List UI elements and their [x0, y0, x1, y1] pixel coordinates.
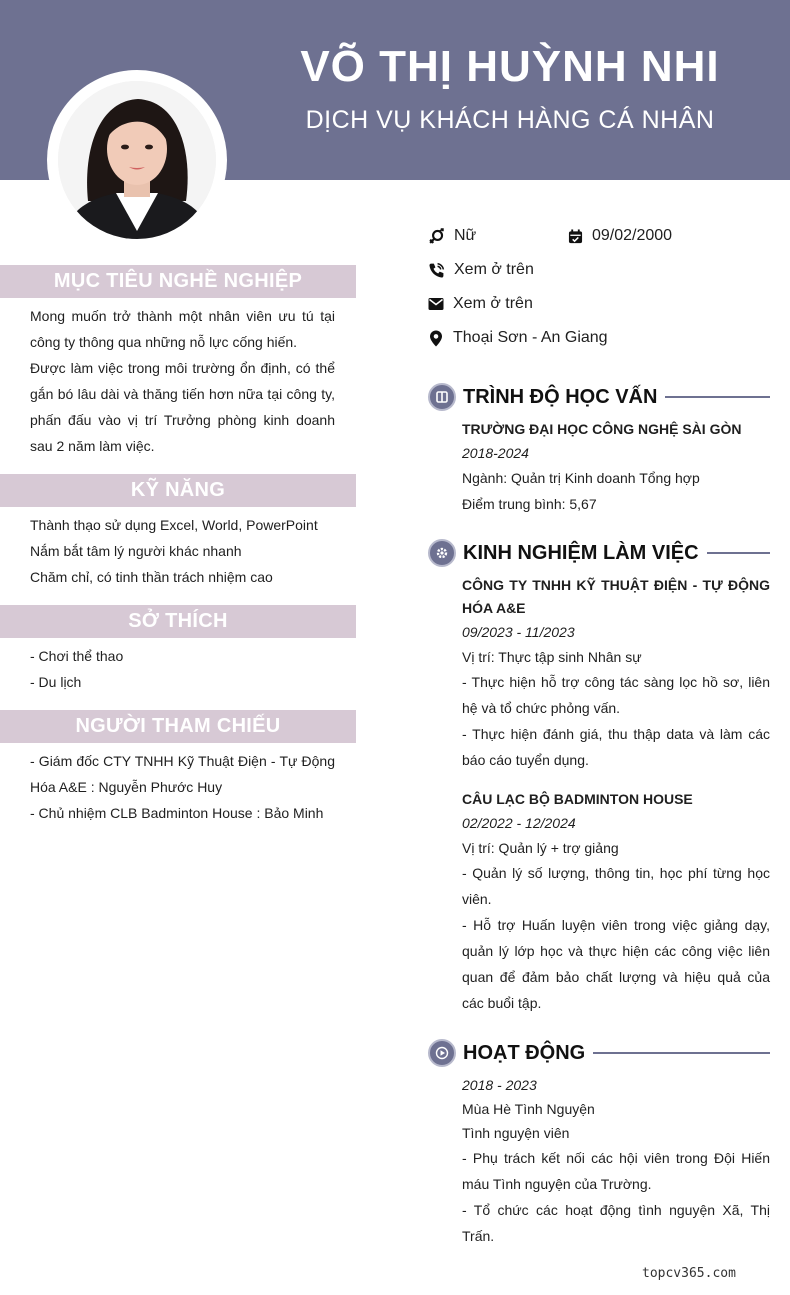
heading-rule	[665, 396, 770, 398]
education-heading	[428, 382, 770, 412]
hobbies-list	[30, 643, 335, 695]
education-major: Ngành: Quản trị Kinh doanh Tổng hợp	[462, 470, 700, 486]
skills-list	[30, 512, 335, 590]
skill-item: Thành thạo sử dụng Excel, World, PowerPoint	[30, 517, 318, 533]
objective-paragraph: Được làm việc trong môi trường ổn định, có thể gắn bó lâu dài và thăng tiến hơn nữa tại công ty, phấn đấu vào vị trí Trưởng phòng kinh doanh sau 2 năm làm việc.	[30, 360, 335, 454]
activities-title: HOẠT ĐỘNG	[463, 1041, 586, 1064]
gender-row	[428, 225, 476, 247]
envelope-icon	[428, 297, 444, 311]
activity-item: - Phụ trách kết nối các hội viên trong Đội Hiến máu Tình nguyện của Trường.	[462, 1150, 770, 1192]
email-value: Xem ở trên	[453, 295, 533, 312]
experience-heading	[428, 538, 770, 568]
job-duty: - Thực hiện đánh giá, thu thập data và làm các báo cáo tuyển dụng.	[462, 726, 770, 768]
company-name: CÔNG TY TNHH KỸ THUẬT ĐIỆN - TỰ ĐỘNG HÓA A&E	[462, 577, 770, 616]
job-duty: - Hỗ trợ Huấn luyện viên trong việc giảng dạy, quản lý lớp học và thực hiện các công việc liên quan để đảm bảo chất lượng và hiệu quả của các buổi tập.	[462, 917, 770, 1011]
calendar-icon	[568, 229, 583, 244]
hobby-item: - Chơi thể thao	[30, 648, 124, 664]
education-title: TRÌNH ĐỘ HỌC VẤN	[463, 385, 658, 408]
activity-org: Mùa Hè Tình Nguyện	[462, 1101, 595, 1117]
experience-title: KINH NGHIỆM LÀM VIỆC	[463, 541, 699, 564]
references-list	[30, 748, 335, 826]
play-icon	[428, 1039, 456, 1067]
address-row	[428, 327, 608, 349]
footer-site: topcv365.com	[642, 1266, 736, 1281]
job-period: 02/2022 - 12/2024	[462, 815, 576, 831]
activities-heading	[428, 1038, 770, 1068]
book-icon	[428, 383, 456, 411]
dob-row	[568, 225, 672, 247]
phone-value: Xem ở trên	[454, 261, 534, 278]
job-period: 09/2023 - 11/2023	[462, 624, 575, 640]
education-period: 2018-2024	[462, 445, 529, 461]
gender-value: Nữ	[454, 227, 477, 244]
gender-icon	[428, 228, 445, 245]
objective-text	[30, 303, 335, 459]
hobby-item: - Du lịch	[30, 674, 82, 690]
phone-row	[428, 259, 534, 281]
job-entry	[462, 574, 770, 773]
activity-period: 2018 - 2023	[462, 1077, 537, 1093]
school-name: TRƯỜNG ĐẠI HỌC CÔNG NGHỆ SÀI GÒN	[462, 421, 742, 437]
education-entry	[462, 418, 770, 517]
activity-item: - Tổ chức các hoạt động tình nguyện Xã, Thị Trấn.	[462, 1202, 770, 1244]
candidate-name: VÕ THỊ HUỲNH NHI	[300, 42, 720, 91]
dob-value: 09/02/2000	[592, 227, 673, 244]
gear-icon	[428, 539, 456, 567]
heading-rule	[707, 552, 770, 554]
job-entry	[462, 788, 770, 1016]
phone-icon	[428, 262, 445, 279]
objective-paragraph: Mong muốn trở thành một nhân viên ưu tú tại công ty thông qua những nỗ lực cống hiến.	[30, 308, 335, 350]
job-duty: - Thực hiện hỗ trợ công tác sàng lọc hồ sơ, liên hệ và tổ chức phỏng vấn.	[462, 674, 770, 716]
reference-item: - Chủ nhiệm CLB Badminton House : Bảo Minh	[30, 805, 324, 821]
address-value: Thoại Sơn - An Giang	[453, 329, 608, 346]
map-pin-icon	[428, 330, 444, 347]
job-duty: - Quản lý số lượng, thông tin, học phí từng học viên.	[462, 865, 770, 907]
skills-heading: KỸ NĂNG	[0, 474, 356, 507]
education-gpa: Điểm trung bình: 5,67	[462, 496, 597, 512]
job-position: Vị trí: Thực tập sinh Nhân sự	[462, 649, 642, 665]
references-heading: NGƯỜI THAM CHIẾU	[0, 710, 356, 743]
objective-heading: MỤC TIÊU NGHỀ NGHIỆP	[0, 265, 356, 298]
skill-item: Chăm chỉ, có tinh thần trách nhiệm cao	[30, 569, 273, 585]
activity-role: Tình nguyện viên	[462, 1125, 570, 1141]
reference-item: - Giám đốc CTY TNHH Kỹ Thuật Điện - Tự Động Hóa A&E : Nguyễn Phước Huy	[30, 753, 335, 795]
avatar	[58, 81, 216, 239]
skill-item: Nắm bắt tâm lý người khác nhanh	[30, 543, 242, 559]
activity-entry	[462, 1074, 770, 1249]
job-title: DỊCH VỤ KHÁCH HÀNG CÁ NHÂN	[305, 106, 715, 134]
hobbies-heading: SỞ THÍCH	[0, 605, 356, 638]
company-name: CÂU LẠC BỘ BADMINTON HOUSE	[462, 791, 693, 807]
job-position: Vị trí: Quản lý + trợ giảng	[462, 840, 619, 856]
heading-rule	[593, 1052, 770, 1054]
email-row	[428, 293, 533, 315]
